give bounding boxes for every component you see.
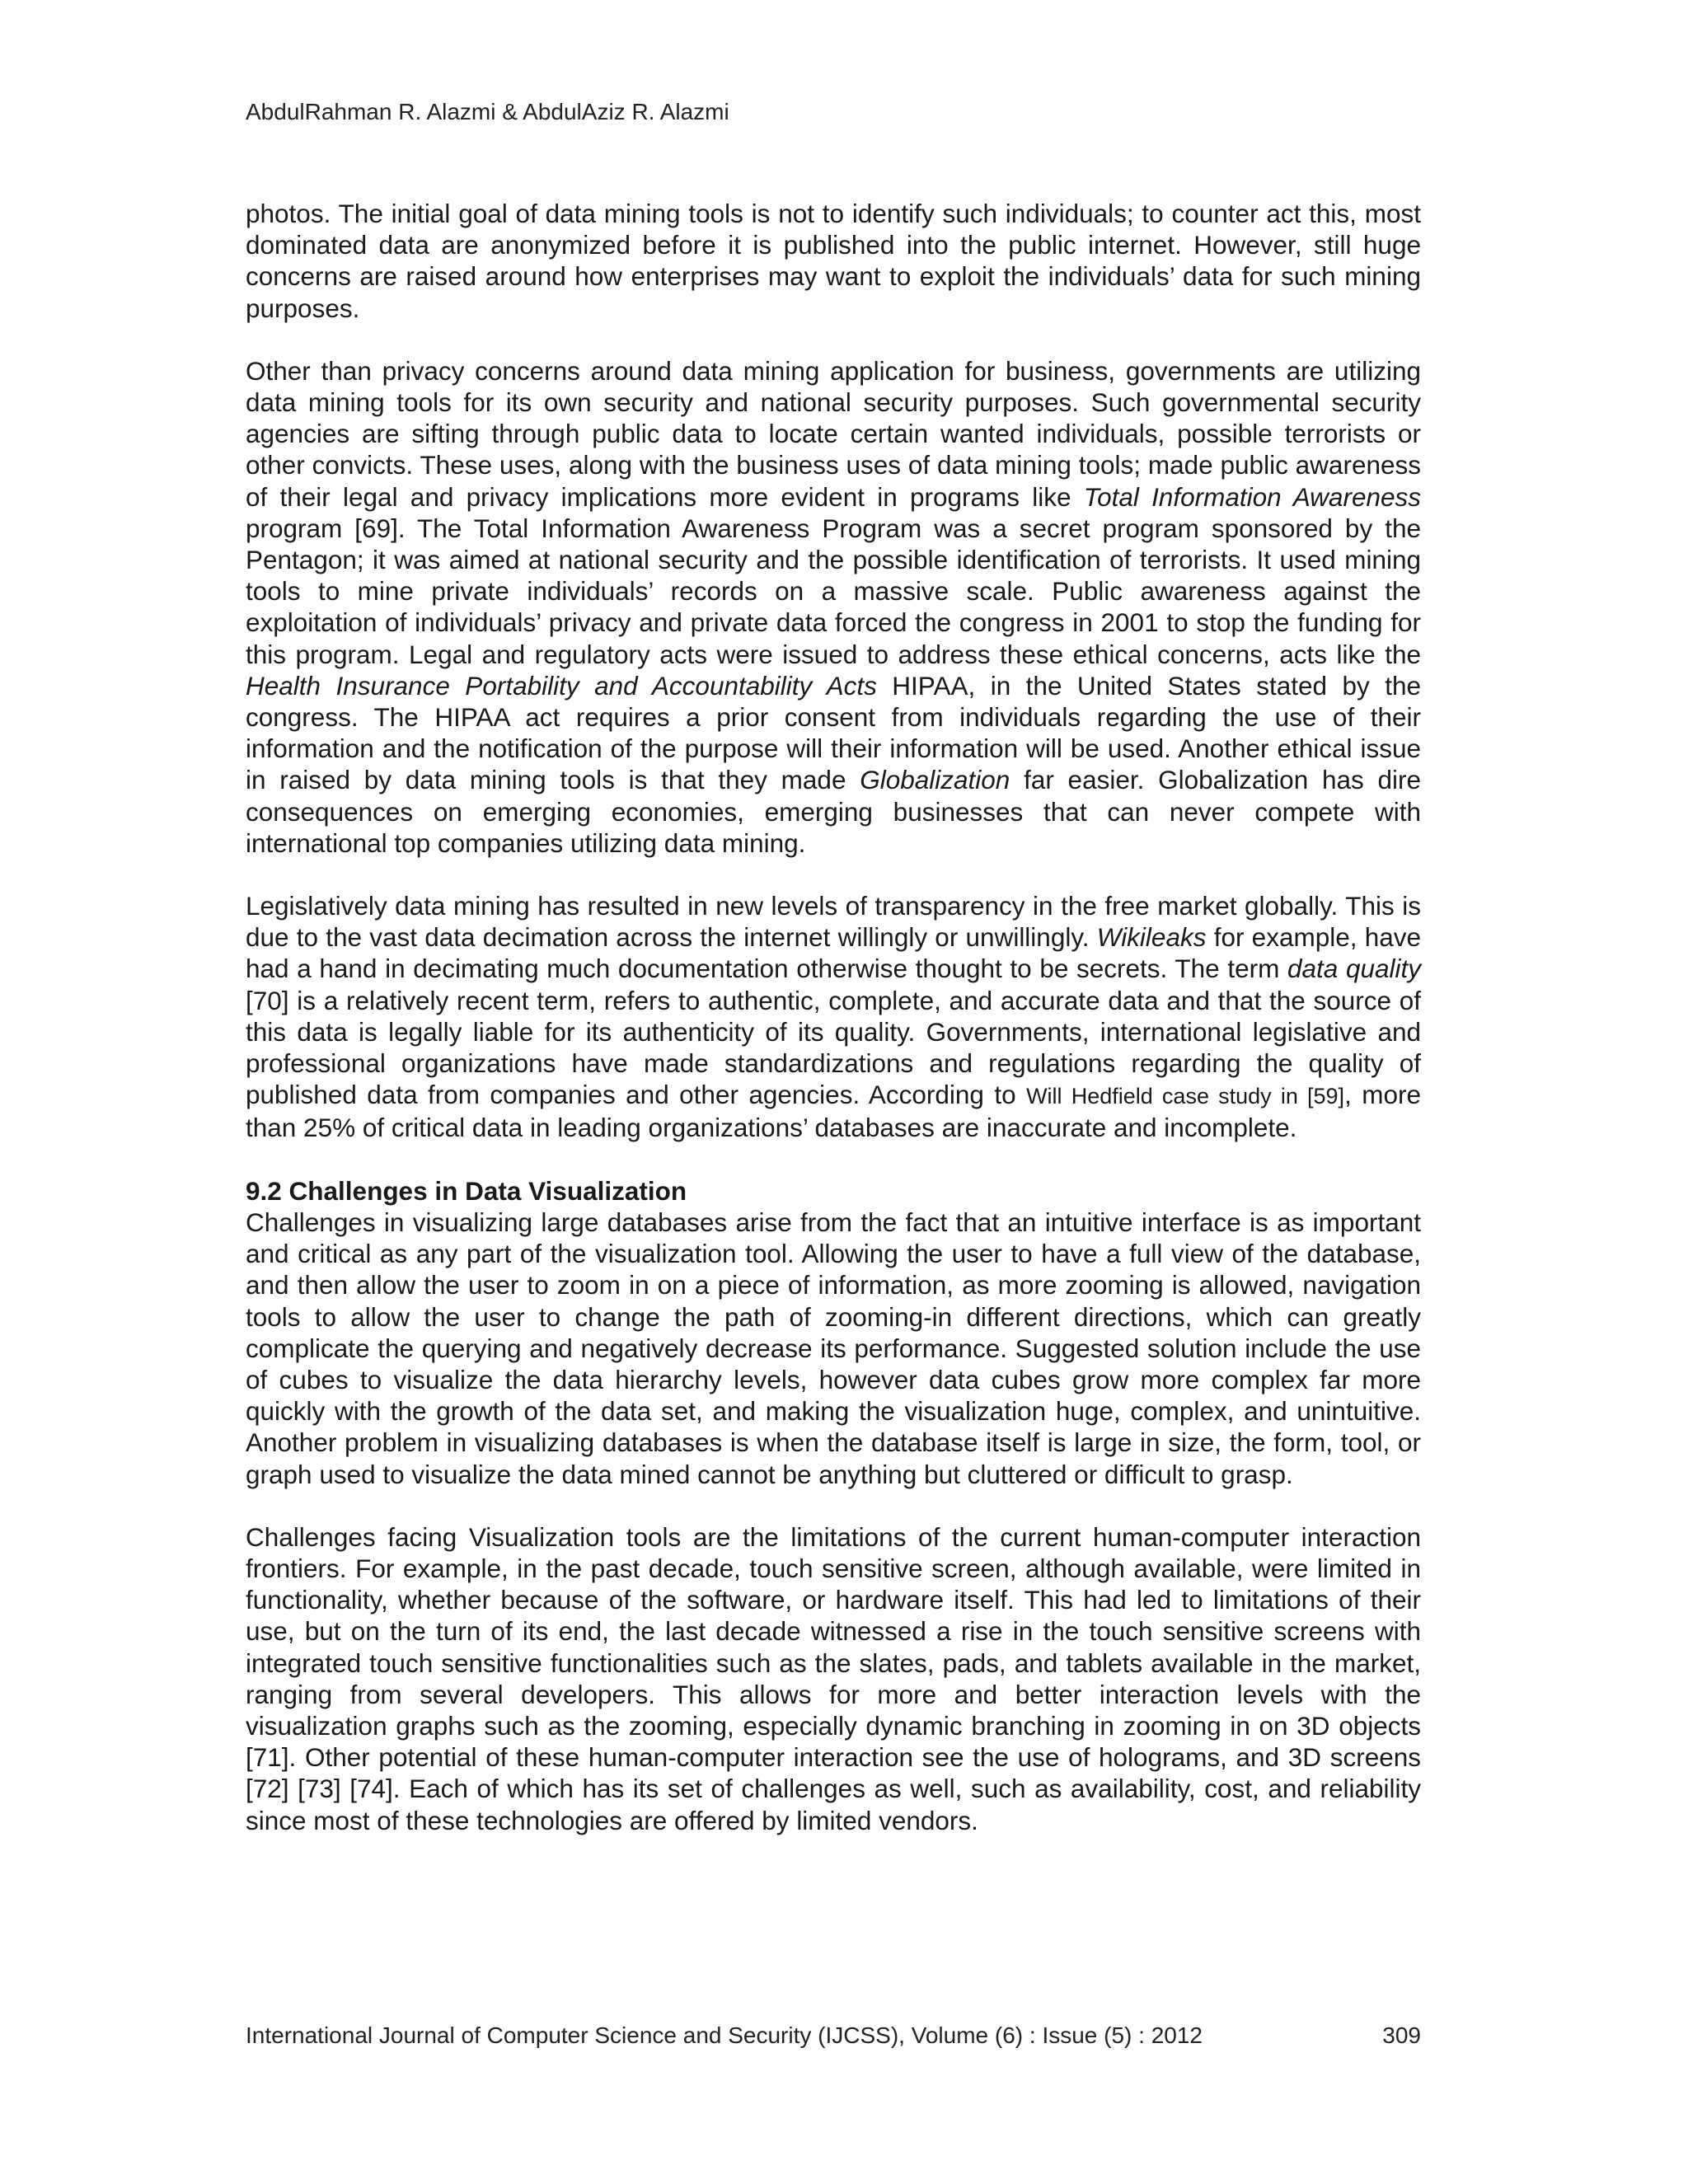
section-heading: 9.2 Challenges in Data Visualization xyxy=(246,1175,687,1206)
paragraph-text: program [69]. The Total Information Awareness Program was a secret program sponsored by the Pentagon; it was aimed at national security and the possible identification of terrorists. It used mining tools to mine private individuals’ records on a massive scale. Public awareness against the exploitation of individuals’ privacy and private data forced the congress in 2001 to stop the funding for this program. Legal and regulatory acts were issued to address these ethical concerns, acts like the xyxy=(246,513,1421,669)
citation-text: Will Hedfield case study in [59] xyxy=(1026,1084,1345,1109)
paragraph-text: for example, have had a hand in decimating much documentation otherwise thought to be secrets. The term xyxy=(246,922,1422,984)
body-paragraph xyxy=(246,890,1421,1144)
footer-journal-citation: International Journal of Computer Science and Security (IJCSS), Volume (6) : Issue (5) : 2012 xyxy=(246,2022,1203,2048)
italic-term: data quality xyxy=(1287,954,1421,984)
page-number: 309 xyxy=(1382,2022,1421,2048)
italic-term: Globalization xyxy=(860,765,1010,795)
body-paragraph xyxy=(246,1521,1421,1836)
body-paragraph xyxy=(246,355,1421,859)
paragraph-text: photos. The initial goal of data mining tools is not to identify such individuals; to counter act this, most dominated data are anonymized before it is published into the public internet. However, still huge concerns are raised around how enterprises may want to exploit the individuals’ data for such mining purposes. xyxy=(246,199,1421,323)
paragraph-text: , more than 25% of critical data in leading organizations’ databases are inaccurate and incomplete. xyxy=(246,1080,1421,1143)
paragraph-text: [70] is a relatively recent term, refers to authentic, complete, and accurate data and that the source of this data is legally liable for its authenticity of its quality. Governments, international legislative and professional organizations have made standardizations and regulations regarding the quality of published data from companies and other agencies. According to xyxy=(246,985,1421,1110)
paragraph-text: HIPAA, in the United States stated by the congress. The HIPAA act requires a prior consent from individuals regarding the use of their information and the notification of the purpose will their information will be used. Another ethical issue in raised by data mining tools is that they made xyxy=(246,670,1421,795)
paragraph-text: Legislatively data mining has resulted in new levels of transparency in the free market globally. This is due to the vast data decimation across the internet willingly or unwillingly. xyxy=(246,891,1421,953)
paragraph-text: Other than privacy concerns around data mining application for business, governments are utilizing data mining tools for its own security and national security purposes. Such governmental security agencies are sifting through public data to locate certain wanted individuals, possible terrorists or other convicts. These uses, along with the business uses of data mining tools; made public awareness of their legal and privacy implications more evident in programs like xyxy=(246,355,1421,512)
italic-term: Wikileaks xyxy=(1096,922,1207,953)
running-header-authors: AbdulRahman R. Alazmi & AbdulAziz R. Alazmi xyxy=(246,99,729,124)
body-paragraph xyxy=(246,198,1421,324)
article-body xyxy=(246,198,1421,1868)
italic-term: Health Insurance Portability and Accountability Acts xyxy=(246,670,877,701)
paragraph-text: Challenges in visualizing large databases arise from the fact that an intuitive interface is as important and critical as any part of the visualization tool. Allowing the user to have a full view of the database, and then allow the user to zoom in on a piece of information, as more zooming is allowed, navigation tools to allow the user to change the path of zooming-in different directions, which can greatly complicate the querying and negatively decrease its performance. Suggested solution include the use of cubes to visualize the data hierarchy levels, however data cubes grow more complex far more quickly with the growth of the data set, and making the visualization huge, complex, and unintuitive. Another problem in visualizing databases is when the database itself is large in size, the form, tool, or graph used to visualize the data mined cannot be anything but cluttered or difficult to grasp. xyxy=(246,1207,1421,1489)
italic-term: Total Information Awareness xyxy=(1083,481,1421,512)
body-paragraph xyxy=(246,1207,1421,1490)
paragraph-text: far easier. Globalization has dire consequences on emerging economies, emerging businesses that can never compete with international top companies utilizing data mining. xyxy=(246,765,1421,858)
paragraph-text: Challenges facing Visualization tools are the limitations of the current human-computer interaction frontiers. For example, in the past decade, touch sensitive screen, although available, were limited in functionality, whether because of the software, or hardware itself. This had led to limitations of their use, but on the turn of its end, the last decade witnessed a rise in the touch sensitive screens with integrated touch sensitive functionalities such as the slates, pads, and tablets available in the market, ranging from several developers. This allows for more and better interaction levels with the visualization graphs such as the zooming, especially dynamic branching in zooming in on 3D objects [71]. Other potential of these human-computer interaction see the use of holograms, and 3D screens [72] [73] [74]. Each of which has its set of challenges as well, such as availability, cost, and reliability since most of these technologies are offered by limited vendors. xyxy=(246,1521,1421,1835)
